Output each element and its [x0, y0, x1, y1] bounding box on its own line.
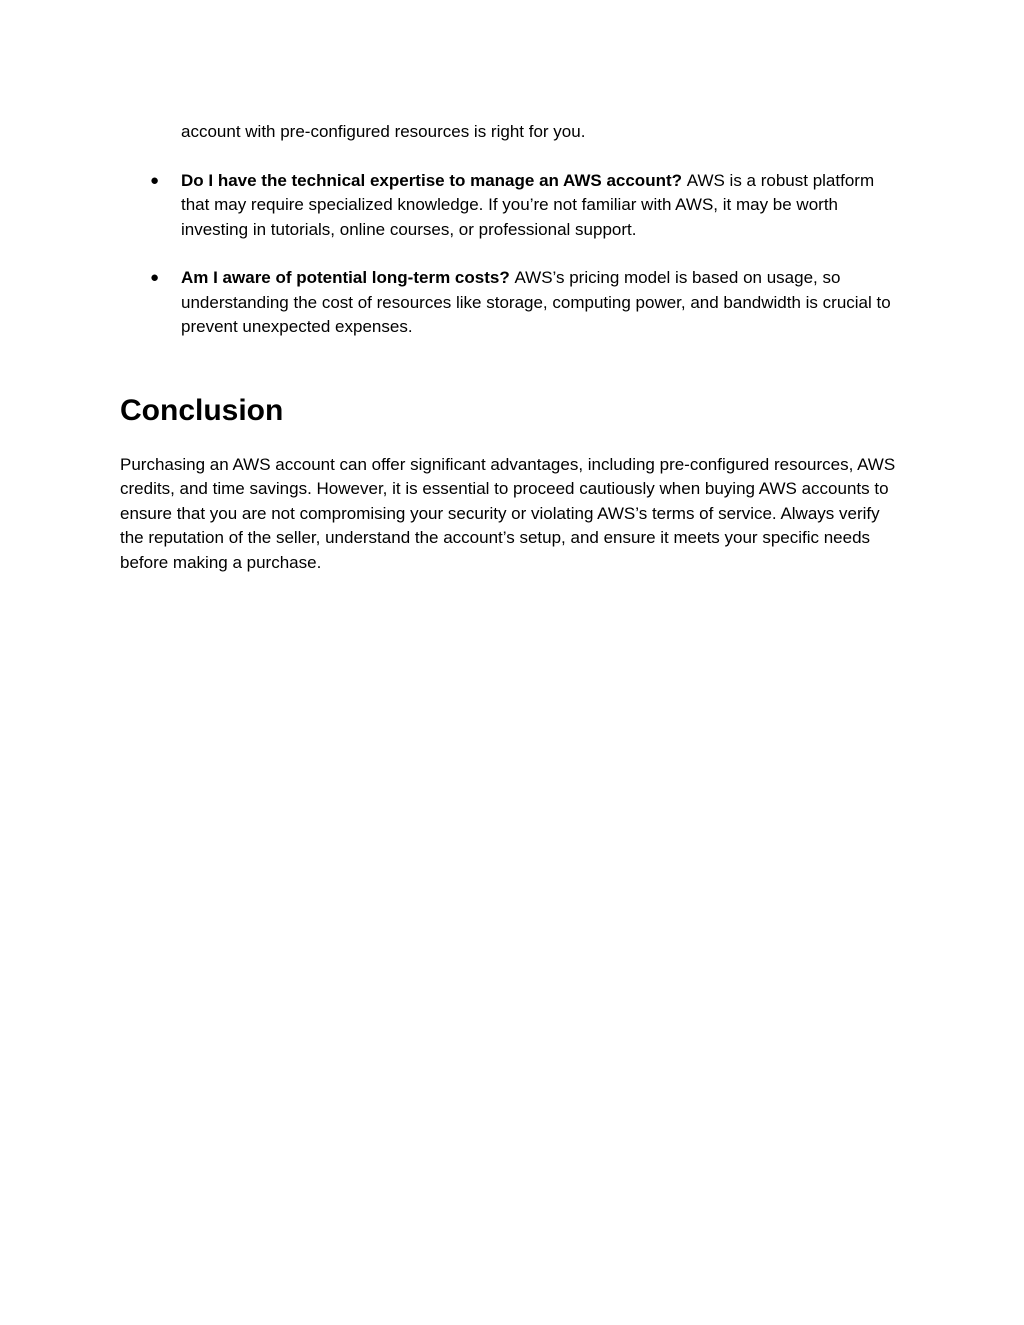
bullet-answer: AWS’s pricing model is based on usage, so understanding the cost of resources like storage, computing power, and bandwidth is crucial to prevent unexpected expenses. [181, 268, 891, 337]
bullet-answer: AWS is a robust platform that may require specialized knowledge. If you’re not familiar with AWS, it may be worth investing in tutorials, online courses, or professional support. [181, 171, 875, 239]
continuation-text: account with pre-configured resources is right for you. [181, 122, 586, 141]
bullet-icon: ● [150, 269, 160, 287]
list-item [0, 266, 901, 339]
considerations-list [0, 169, 1024, 363]
conclusion-heading: Conclusion [120, 394, 284, 427]
list-item [0, 169, 901, 242]
bullet-icon: ● [150, 172, 160, 189]
conclusion-paragraph: Purchasing an AWS account can offer significant advantages, including pre-configured resources, AWS credits, and time savings. However, it is essential to proceed cautiously when buying AWS accounts to ensure that you are not compromising your security or violating AWS’s terms of service. Always verify the reputation of the seller, understand the account’s setup, and ensure it meets your specific needs before making a purchase. [120, 455, 896, 572]
bullet-question: Do I have the technical expertise to manage an AWS account? [181, 171, 687, 190]
bullet-question: Am I aware of potential long-term costs? [181, 268, 515, 288]
